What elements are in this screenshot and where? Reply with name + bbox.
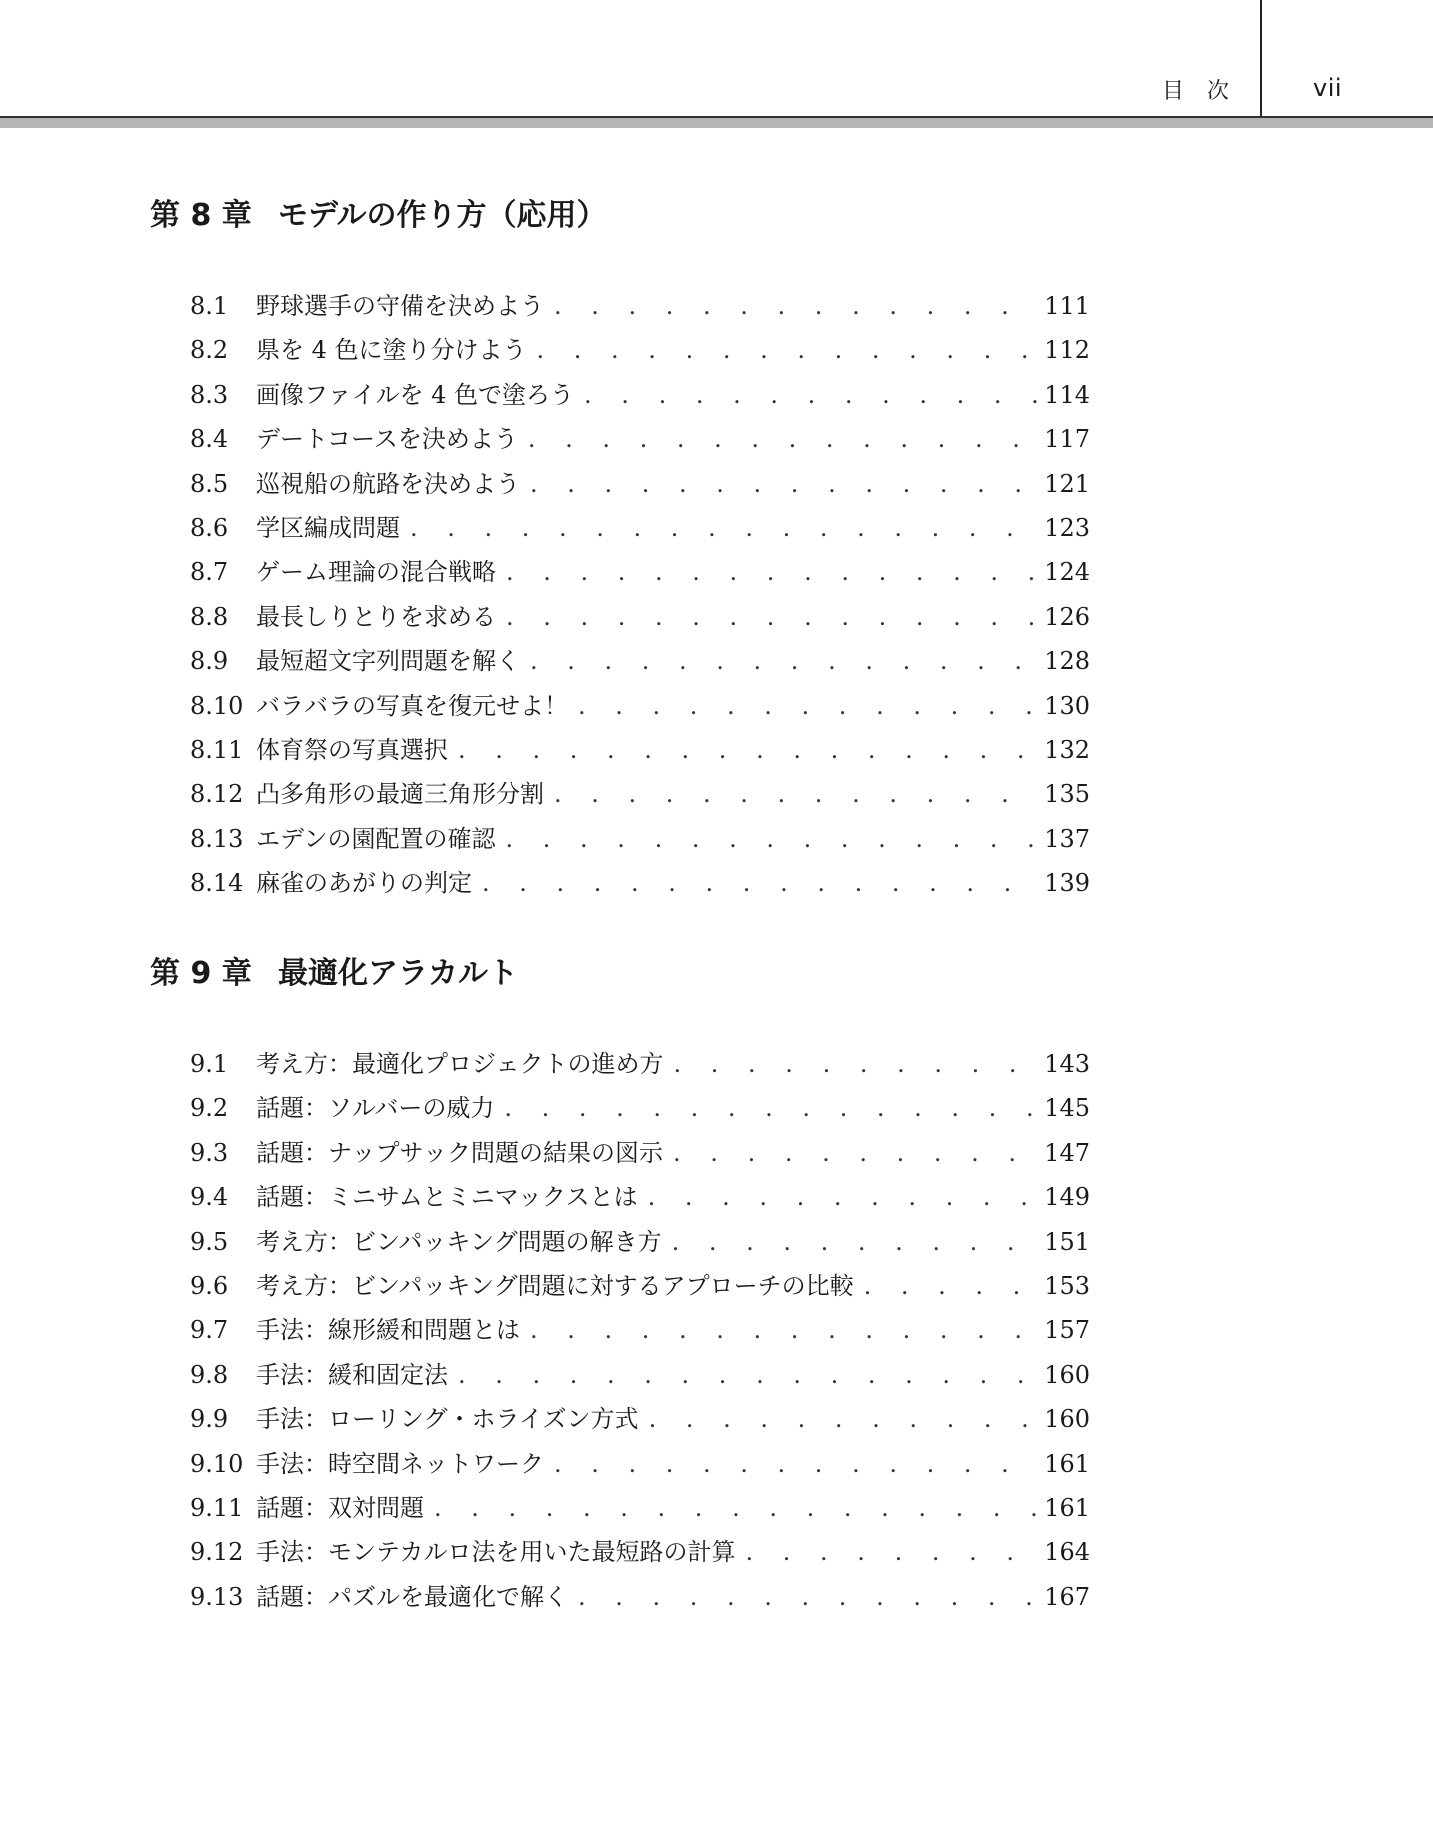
section-number: 9.10 — [190, 1449, 244, 1478]
section-title: 考え方：ビンパッキング問題の解き方 — [256, 1227, 662, 1256]
section-page-number: 130 — [1044, 691, 1090, 720]
toc-entry[interactable] — [150, 772, 1090, 816]
running-title: 目 次 — [1162, 79, 1230, 104]
section-number: 9.4 — [190, 1183, 229, 1212]
section-page-number: 126 — [1044, 602, 1090, 631]
section-title: 話題：パズルを最適化で解く — [256, 1582, 568, 1611]
toc-entry[interactable] — [150, 1086, 1090, 1130]
section-title: デートコースを決めよう — [256, 425, 518, 454]
section-title: 巡視船の航路を決めよう — [256, 469, 520, 498]
section-number: 8.12 — [190, 780, 244, 809]
section-number: 8.8 — [190, 602, 229, 631]
section-page-number: 143 — [1044, 1050, 1090, 1078]
section-number: 9.9 — [190, 1405, 229, 1434]
section-title: 野球選手の守備を決めよう — [256, 292, 544, 320]
toc-entry[interactable] — [150, 1442, 1090, 1486]
toc-entry[interactable] — [150, 1530, 1090, 1574]
toc-entry[interactable] — [150, 595, 1090, 639]
section-page-number: 123 — [1044, 513, 1090, 542]
toc-entry[interactable] — [150, 1353, 1090, 1397]
dot-leader — [648, 1175, 1041, 1219]
section-title: 考え方：ビンパッキング問題に対するアプローチの比較 — [256, 1271, 854, 1300]
section-page-number: 124 — [1044, 558, 1090, 587]
dot-leader — [746, 1530, 1041, 1574]
section-title: 考え方：最適化プロジェクトの進め方 — [256, 1050, 664, 1078]
toc-entry[interactable] — [150, 417, 1090, 461]
section-title: 話題：ミニサムとミニマックスとは — [256, 1183, 638, 1212]
dot-leader — [554, 1442, 1040, 1486]
section-number: 8.10 — [190, 691, 244, 720]
dot-leader — [530, 639, 1040, 683]
section-page-number: 147 — [1044, 1138, 1090, 1167]
section-title: 話題：ソルバーの威力 — [256, 1094, 495, 1123]
header-gray-band — [0, 118, 1433, 128]
page-number: vii — [1313, 74, 1343, 102]
chapter-8 — [150, 194, 1150, 905]
section-page-number: 121 — [1044, 469, 1090, 498]
dot-leader — [506, 550, 1040, 594]
dot-leader — [672, 1220, 1041, 1264]
section-page-number: 167 — [1044, 1582, 1090, 1611]
section-title: 体育祭の写真選択 — [256, 735, 448, 764]
chapter-heading — [150, 952, 1150, 996]
section-page-number: 114 — [1044, 380, 1090, 409]
dot-leader — [537, 328, 1041, 372]
dot-leader — [578, 684, 1040, 728]
dot-leader — [649, 1397, 1041, 1441]
dot-leader — [554, 284, 1040, 328]
section-title: 県を 4 色に塗り分けよう — [256, 336, 527, 365]
section-page-number: 135 — [1044, 780, 1090, 809]
section-page-number: 149 — [1044, 1183, 1090, 1212]
dot-leader — [674, 1042, 1041, 1086]
section-page-number: 160 — [1044, 1405, 1090, 1434]
toc-entry[interactable] — [150, 861, 1090, 905]
dot-leader — [584, 373, 1040, 417]
dot-leader — [578, 1575, 1040, 1619]
toc-entries — [150, 284, 1150, 905]
section-number: 9.6 — [190, 1271, 229, 1300]
section-number: 8.2 — [190, 336, 229, 365]
toc-entry[interactable] — [150, 684, 1090, 728]
dot-leader — [410, 506, 1040, 550]
section-number: 8.11 — [190, 735, 244, 764]
toc-entry[interactable] — [150, 1042, 1090, 1086]
section-title: 手法：ローリング・ホライズン方式 — [256, 1405, 639, 1434]
section-number: 8.9 — [190, 647, 229, 676]
toc-entries — [150, 1042, 1150, 1619]
dot-leader — [458, 728, 1040, 772]
section-title: 画像ファイルを 4 色で塗ろう — [256, 380, 575, 409]
dot-leader — [482, 861, 1040, 905]
dot-leader — [506, 595, 1040, 639]
section-page-number: 128 — [1044, 647, 1090, 676]
dot-leader — [673, 1131, 1040, 1175]
dot-leader — [506, 817, 1041, 861]
section-number: 9.2 — [190, 1094, 229, 1123]
section-title: 凸多角形の最適三角形分割 — [256, 780, 544, 809]
section-page-number: 157 — [1044, 1316, 1090, 1345]
section-number: 9.5 — [190, 1227, 229, 1256]
section-page-number: 161 — [1044, 1493, 1090, 1522]
section-page-number: 139 — [1044, 869, 1090, 898]
dot-leader — [504, 1086, 1040, 1130]
toc-entry[interactable] — [150, 1131, 1090, 1175]
section-title: 話題：双対問題 — [256, 1493, 424, 1522]
toc-entry[interactable] — [150, 284, 1090, 328]
section-number: 9.11 — [190, 1493, 244, 1522]
dot-leader — [864, 1264, 1041, 1308]
section-page-number: 151 — [1044, 1227, 1090, 1256]
section-number: 8.1 — [190, 292, 229, 320]
section-page-number: 153 — [1044, 1271, 1090, 1300]
header-vertical-rule — [1260, 0, 1262, 118]
section-title: 最長しりとりを求める — [256, 602, 496, 631]
section-title: バラバラの写真を復元せよ！ — [256, 691, 568, 720]
toc-entry[interactable] — [150, 639, 1090, 683]
chapter-number: 第 9 章 — [150, 956, 252, 991]
toc-entry[interactable] — [150, 1264, 1090, 1308]
section-page-number: 145 — [1044, 1094, 1090, 1123]
section-page-number: 132 — [1044, 735, 1090, 764]
section-number: 8.5 — [190, 469, 229, 498]
toc-entry[interactable] — [150, 550, 1090, 594]
toc-entry[interactable] — [150, 506, 1090, 550]
toc-entry[interactable] — [150, 817, 1090, 861]
dot-leader — [434, 1486, 1040, 1530]
section-number: 9.8 — [190, 1360, 229, 1389]
section-title: 学区編成問題 — [256, 513, 400, 542]
section-title: 最短超文字列問題を解く — [256, 647, 520, 676]
section-page-number: 164 — [1044, 1538, 1090, 1567]
section-number: 9.1 — [190, 1050, 229, 1078]
toc-entry[interactable] — [150, 328, 1090, 372]
section-title: 手法：緩和固定法 — [256, 1360, 448, 1389]
dot-leader — [530, 462, 1040, 506]
section-number: 8.13 — [190, 824, 244, 853]
section-number: 8.3 — [190, 380, 229, 409]
section-title: エデンの園配置の確認 — [256, 824, 496, 853]
dot-leader — [554, 772, 1040, 816]
toc-entry[interactable] — [150, 1575, 1090, 1619]
chapter-heading — [150, 194, 1150, 238]
section-number: 8.7 — [190, 558, 229, 587]
section-title: 手法：時空間ネットワーク — [256, 1449, 544, 1478]
section-title: 手法：モンテカルロ法を用いた最短路の計算 — [256, 1538, 736, 1567]
chapter-title: モデルの作り方（応用） — [278, 198, 607, 233]
chapter-title: 最適化アラカルト — [278, 956, 518, 991]
toc-entry[interactable] — [150, 728, 1090, 772]
toc-entry[interactable] — [150, 1308, 1090, 1352]
toc-entry[interactable] — [150, 1220, 1090, 1264]
section-page-number: 137 — [1044, 824, 1090, 853]
chapter-9 — [150, 952, 1150, 1619]
chapter-number: 第 8 章 — [150, 198, 252, 233]
section-number: 8.4 — [190, 425, 229, 454]
section-title: 話題：ナップサック問題の結果の図示 — [256, 1138, 664, 1167]
section-number: 8.6 — [190, 513, 229, 542]
section-number: 9.13 — [190, 1582, 244, 1611]
section-number: 9.7 — [190, 1316, 229, 1345]
section-number: 8.14 — [190, 869, 244, 898]
dot-leader — [528, 417, 1040, 461]
section-number: 9.3 — [190, 1138, 229, 1167]
toc-entry[interactable] — [150, 1175, 1090, 1219]
dot-leader — [530, 1308, 1040, 1352]
section-page-number: 112 — [1044, 336, 1090, 365]
section-page-number: 117 — [1044, 425, 1090, 454]
section-page-number: 161 — [1044, 1449, 1090, 1478]
section-page-number: 160 — [1044, 1360, 1090, 1389]
toc-entry[interactable] — [150, 462, 1090, 506]
section-page-number: 111 — [1044, 292, 1090, 320]
section-title: ゲーム理論の混合戦略 — [256, 558, 496, 587]
dot-leader — [458, 1353, 1040, 1397]
toc-entry[interactable] — [150, 1486, 1090, 1530]
section-title: 麻雀のあがりの判定 — [256, 869, 472, 898]
toc-entry[interactable] — [150, 373, 1090, 417]
section-title: 手法：線形緩和問題とは — [256, 1316, 520, 1345]
toc-entry[interactable] — [150, 1397, 1090, 1441]
section-number: 9.12 — [190, 1538, 244, 1567]
